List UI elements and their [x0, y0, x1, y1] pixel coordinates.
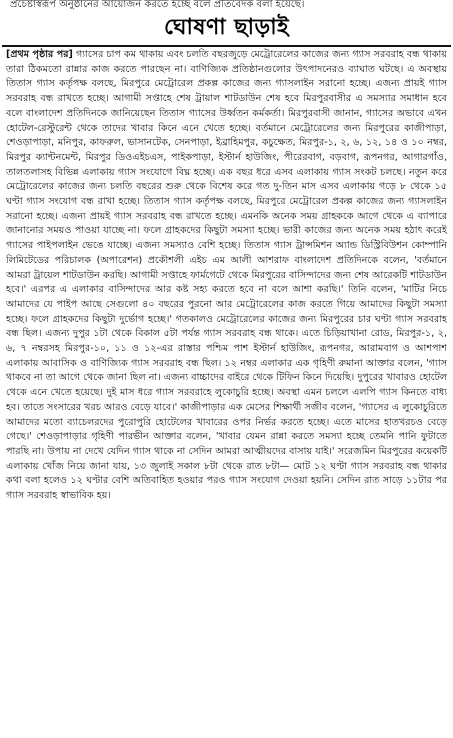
- article-body: [6, 48, 447, 736]
- headline: ঘোষণা ছাড়াই: [163, 14, 290, 40]
- clipped-previous-text: প্রচেষ্টাস্বরূপ অনুষ্ঠানের আয়োজন করতে হচ্ছে বলে প্রতিবেদক বলা হয়েছে।: [10, 0, 305, 10]
- headline-divider: [2, 45, 451, 47]
- continuation-label: [প্রথম পৃষ্ঠার পর]: [6, 49, 73, 60]
- article-text: গ্যাসের চাপ কম থাকায় এবং চলতি বছরজুড়ে মেট্রোরেলের কাজের জন্য গ্যাস সরবরাহ বন্ধ থাকায় তারা ঠিকমতো রান্নার কাজ করতে পারছেন না। বাণিজ্যিক প্রতিষ্ঠানগুলোর উৎপাদনেরও ব্যাঘাত ঘটছে। এ অবস্থায় তিতাস গ্যাস কর্তৃপক্ষ বলছে, মিরপুরে মেট্রোরেল প্রকল্প কাজের জন্য গ্যাসলাইন সরানো হচ্ছে। এজন্য প্রায়ই গ্যাস সরবরাহ বন্ধ রাখতে হচ্ছে। আগামী সপ্তাহে শেষ ট্রায়াল শাটডাউন শেষ হবে মিরপুরবাসীর এ সমস্যার সমাধান হবে বলে বাংলাদেশ প্রতিদিনকে জানিয়েছেন তিতাস গ্যাসের উর্ধ্বতন কর্মকর্তা। মিরপুরবাসী জানান, গ্যাসের অভাবে এখন হোটেল-রেস্টুরেন্ট থেকে তাদের খাবার কিনে এনে খেতে হচ্ছে। বর্তমানে মেট্রোরেলের জন্য মিরপুরের কাজীপাড়া, শেওড়াপাড়া, মনিপুর, কাফরুল, ভাসানটেক, সেনপাড়া, ইব্রাহিমপুর, কচুক্ষেত, মিরপুর-১, ২, ৬, ১২, ১৪ ও ১০ নম্বর, মিরপুর ক্যান্টনমেন্ট, মিরপুর ডিওএইচএস, পাইকপাড়া, ইস্টার্ন হাউজিং, পীরেরবাগ, বড়বাগ, রূপনগর, আগারগাঁও, তালতলাসহ বিভিন্ন এলাকায় গ্যাস সংযোগে বিঘ্ন হচ্ছে। এক বছর ধরে এসব এলাকায় গ্যাস সংকট চলছে। নতুন করে মেট্রোরেলের কাজের জন্য চলতি বছরের শুরু থেকে বিশেষ করে গত দু-তিন মাস এসব এলাকায় গড়ে ৮ থেকে ১৫ ঘণ্টা গ্যাস সংযোগ বন্ধ রাখা হচ্ছে। তিতাস গ্যাস কর্তৃপক্ষ বলছে, মিরপুরে মেট্রোরেল প্রকল্প কাজের জন্য গ্যাসলাইন সরানো হচ্ছে। এজন্য প্রায়ই গ্যাস সরবরাহ বন্ধ রাখতে হচ্ছে। এমনকি অনেক সময় গ্রাহককে আগে থেকে এ ব্যাপারে জানানোর সময়ও পাওয়া যাচ্ছে না। ফলে গ্রাহকদের কিছুটা সমস্যা হচ্ছে। ভারী কাজের জন্য অনেক সময় হঠাৎ করেই গ্যাসের পাইপলাইন ভেঙে যাচ্ছে। এজন্য সমস্যাও বেশি হচ্ছে। তিতাস গ্যাস ট্রান্সমিশন অ্যান্ড ডিস্ট্রিবিউশন কোম্পানি লিমিটেডের পরিচালক (অপারেশন) প্রকৌশলী এইচ এম আলী আশরাফ বাংলাদেশ প্রতিদিনকে বলেন, 'বর্তমানে আমরা ট্রায়েল শাটডাউন করছি। আগামী সপ্তাহে ফার্মগেটে থেকে মিরপুরের বাসিন্দাদের জন্য শেষ আরেকটি শাটডাউন হবে।' এরপর এ এলাকার বাসিন্দাদের আর কষ্ট সহ্য করতে হবে না বলে আশা করছি।' তিনি বলেন, 'মাটির নিচে আমাদের যে পাইপ আছে সেগুলো ৪০ বছরের পুরনো আর মেট্রোরেলের কাজ করতে গিয়ে আমাদের কিছুটা সমস্যা হচ্ছে। ফলে গ্রাহকদের কিছুটা দুর্ভোগ হচ্ছে।' গতকালও মেট্রোরেলের কাজের জন্য মিরপুরের চার ঘণ্টা গ্যাস সরবরাহ বন্ধ ছিল। এজন্য দুপুর ১টা থেকে বিকাল ৫টা পর্যন্ত গ্যাস সরবরাহ বন্ধ থাকে। এতে চিড়িয়াখানা রোড, মিরপুর-১, ২, ৬, ৭ নম্বরসহ মিরপুর-১০, ১১ ও ১২-এর রাস্তার পশ্চিম পাশ ইস্টার্ন হাউজিং, রূপনগর, আরামবাগ ও আশপাশ এলাকায় আবাসিক ও বাণিজ্যিক গ্যাস সরবরাহ বন্ধ ছিল। ১২ নম্বর এলাকার এক গৃহিণী রুমানা আক্তার বলেন, 'গ্যাস থাকবে না তা আগে থেকে জানা ছিল না। এজন্য বাচ্চাদের বাইরে থেকে টিফিন কিনে দিয়েছি। দুপুরের খাবারও হোটেল থেকে এনে খেতে হয়েছে। দুই মাস ধরে গ্যাস সরবরাহে লুকোচুরি হচ্ছে। অবস্থা এমন চললে এলপি গ্যাস কিনতে বাধ্য হব। তাতে সংসারের খরচ আরও বেড়ে যাবে।' কাজীপাড়ার এক মেসের শিক্ষার্থী সজীব বলেন, 'গ্যাসের এ লুকোচুরিতে আমাদের মতো ব্যাচেলরদের পুরোপুরি হোটেলের খাবারের ওপর নির্ভর করতে হচ্ছে। এতে মাসের হাতখরচও বেড়ে গেছে।' শেওড়াপাড়ার গৃহিণী পারভীন আক্তার বলেন, 'খাবার যেমন রান্না করতে সমস্যা হচ্ছে তেমনি পানি ফুটাতে পারছি না। উপায় না দেখে যেদিন গ্যাস থাকে না সেদিন আমরা আত্মীয়দের বাসায় যাই।' সরেজমিন মিরপুরের কয়েকটি এলাকায় খোঁজ নিয়ে জানা যায়, ১৩ জুলাই সকাল ৮টা থেকে রাত ৮টা— মোট ১২ ঘণ্টা গ্যাস সরবরাহ বন্ধ থাকার কথা বলা হলেও ১২ ঘণ্টার বেশি অতিবাহিত হওয়ার পরও গ্যাস সংযোগ দেওয়া হয়নি। সেদিন রাত সাড়ে ১১টার পর গ্যাস সরবরাহ স্বাভাবিক হয়।: [6, 49, 447, 502]
